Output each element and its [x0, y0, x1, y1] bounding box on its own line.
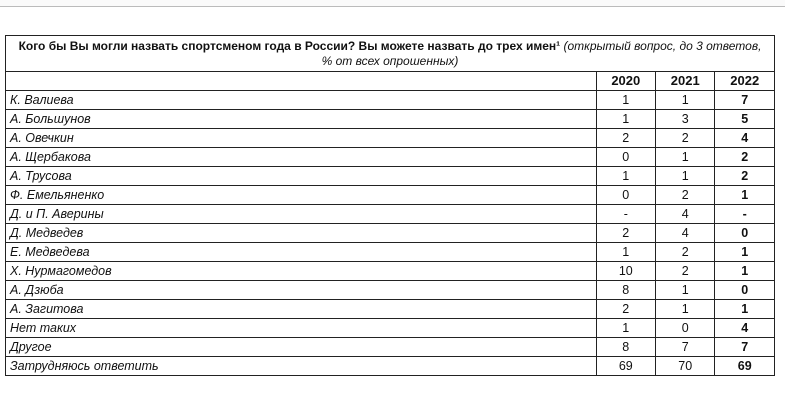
value-2020: 1: [596, 243, 655, 262]
row-name: Х. Нурмагомедов: [6, 262, 597, 281]
table-row: [6, 262, 775, 281]
table-row: [6, 205, 775, 224]
value-2020: 1: [596, 110, 655, 129]
value-2022: 1: [715, 300, 775, 319]
table-row: [6, 243, 775, 262]
value-2022: -: [715, 205, 775, 224]
value-2021: 1: [656, 148, 715, 167]
title-row: [6, 36, 775, 72]
value-2022: 4: [715, 129, 775, 148]
value-2020: -: [596, 205, 655, 224]
value-2020: 1: [596, 91, 655, 110]
row-name: Ф. Емельяненко: [6, 186, 597, 205]
value-2020: 1: [596, 319, 655, 338]
table-row: [6, 148, 775, 167]
value-2020: 8: [596, 338, 655, 357]
value-2021: 1: [656, 91, 715, 110]
value-2020: 0: [596, 148, 655, 167]
row-name: А. Овечкин: [6, 129, 597, 148]
row-name: А. Щербакова: [6, 148, 597, 167]
year-header-2022: 2022: [715, 72, 775, 91]
row-name: Другое: [6, 338, 597, 357]
poll-table: [5, 35, 775, 376]
value-2022: 0: [715, 281, 775, 300]
year-header-2021: 2021: [656, 72, 715, 91]
table-row: [6, 281, 775, 300]
value-2021: 0: [656, 319, 715, 338]
value-2022: 4: [715, 319, 775, 338]
header-blank: [6, 72, 597, 91]
value-2020: 0: [596, 186, 655, 205]
table-title: [6, 36, 775, 72]
value-2020: 10: [596, 262, 655, 281]
table-note: (открытый вопрос, до 3 ответов, % от всех опрошенных): [321, 39, 762, 68]
top-edge: [0, 0, 785, 7]
row-name: А. Трусова: [6, 167, 597, 186]
row-name: Д. и П. Аверины: [6, 205, 597, 224]
row-name: К. Валиева: [6, 91, 597, 110]
year-header-2020: 2020: [596, 72, 655, 91]
table-row: [6, 186, 775, 205]
table-row: [6, 319, 775, 338]
row-name: Нет таких: [6, 319, 597, 338]
value-2020: 2: [596, 224, 655, 243]
value-2022: 1: [715, 243, 775, 262]
table-row: [6, 300, 775, 319]
table-row: [6, 129, 775, 148]
value-2021: 1: [656, 167, 715, 186]
table-row: [6, 91, 775, 110]
table-row: [6, 167, 775, 186]
value-2021: 2: [656, 243, 715, 262]
value-2022: 7: [715, 338, 775, 357]
value-2020: 69: [596, 357, 655, 376]
value-2021: 1: [656, 300, 715, 319]
value-2022: 0: [715, 224, 775, 243]
value-2020: 8: [596, 281, 655, 300]
row-name: Затрудняюсь ответить: [6, 357, 597, 376]
value-2022: 2: [715, 167, 775, 186]
table-row: [6, 338, 775, 357]
table-row: [6, 357, 775, 376]
row-name: А. Дзюба: [6, 281, 597, 300]
value-2022: 2: [715, 148, 775, 167]
row-name: Е. Медведева: [6, 243, 597, 262]
table-row: [6, 224, 775, 243]
row-name: А. Большунов: [6, 110, 597, 129]
value-2021: 3: [656, 110, 715, 129]
value-2022: 5: [715, 110, 775, 129]
row-name: А. Загитова: [6, 300, 597, 319]
value-2021: 2: [656, 262, 715, 281]
value-2021: 1: [656, 281, 715, 300]
value-2021: 4: [656, 205, 715, 224]
value-2020: 1: [596, 167, 655, 186]
value-2020: 2: [596, 300, 655, 319]
header-row: [6, 72, 775, 91]
value-2021: 70: [656, 357, 715, 376]
table-row: [6, 110, 775, 129]
value-2022: 7: [715, 91, 775, 110]
value-2021: 2: [656, 186, 715, 205]
value-2022: 69: [715, 357, 775, 376]
value-2021: 4: [656, 224, 715, 243]
value-2020: 2: [596, 129, 655, 148]
value-2021: 2: [656, 129, 715, 148]
value-2021: 7: [656, 338, 715, 357]
row-name: Д. Медведев: [6, 224, 597, 243]
value-2022: 1: [715, 262, 775, 281]
table-question: Кого бы Вы могли назвать спортсменом года в России? Вы можете назвать до трех имен¹: [18, 39, 561, 53]
value-2022: 1: [715, 186, 775, 205]
